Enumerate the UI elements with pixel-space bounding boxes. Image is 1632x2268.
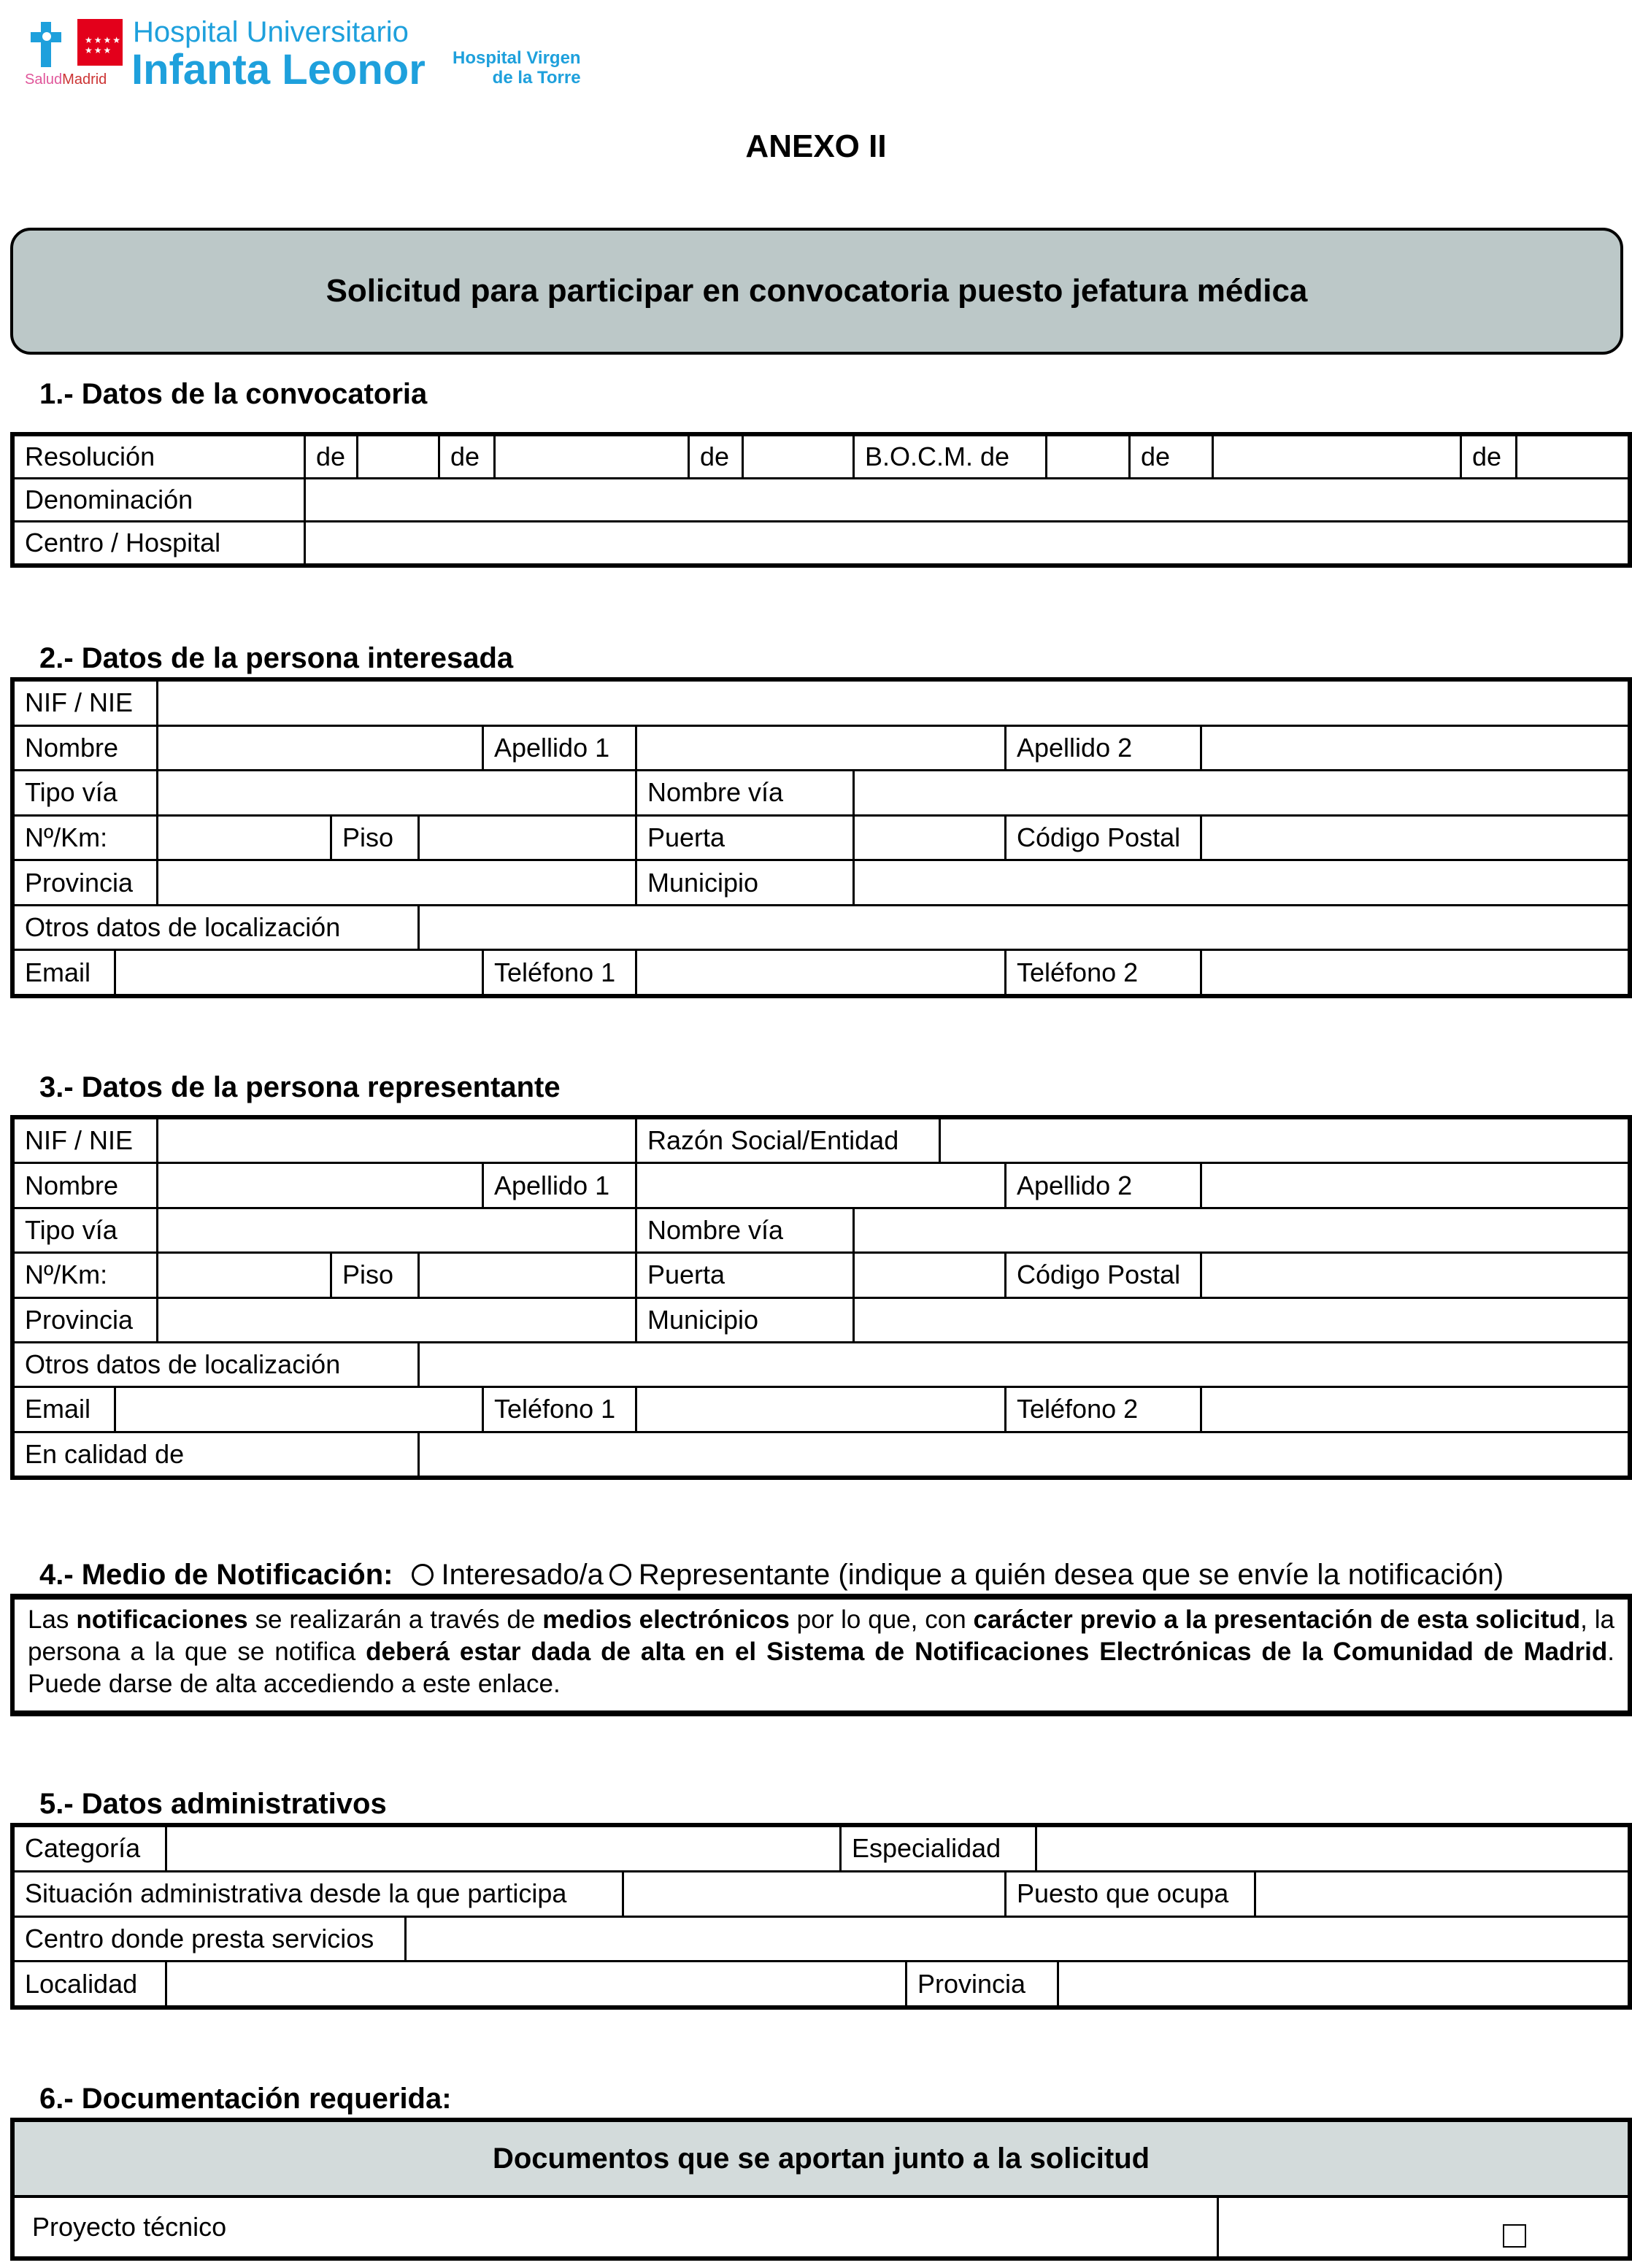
logo-secondary: Hospital Virgen de la Torre: [453, 48, 581, 88]
label-puerta: Puerta: [635, 817, 852, 860]
table-row: [15, 949, 1628, 994]
label-codigo-postal: Código Postal: [1004, 817, 1200, 860]
piso-input[interactable]: [417, 1254, 635, 1296]
table-row: [15, 1119, 1628, 1162]
telefono-1-input[interactable]: [635, 1388, 1004, 1430]
otros-datos-de-localizacion-input[interactable]: [417, 906, 1628, 949]
label-provincia: Provincia: [25, 867, 134, 898]
label-otros-datos-de-localizacion: Otros datos de localización: [25, 912, 341, 943]
table-row: [15, 1870, 1628, 1916]
hospital-logo: [25, 16, 601, 93]
de-input[interactable]: [1515, 436, 1628, 477]
logo-line2: Infanta Leonor: [131, 46, 426, 93]
label-email: Email: [25, 1394, 91, 1424]
notice-text: medios electrónicos: [542, 1605, 790, 1634]
centro-hospital-input[interactable]: [304, 522, 1628, 563]
label-de: de: [304, 436, 356, 477]
form-title: Solicitud para participar en convocatoria puesto jefatura médica: [10, 228, 1623, 355]
label-en-calidad-de: En calidad de: [25, 1438, 185, 1469]
especialidad-input[interactable]: [1035, 1827, 1628, 1870]
label-categoria: Categoría: [25, 1833, 141, 1864]
label-b-o-c-m-de: B.O.C.M. de: [852, 436, 1045, 477]
categoria-input[interactable]: [165, 1827, 839, 1870]
table-row: [15, 1251, 1628, 1296]
puerta-input[interactable]: [852, 817, 1004, 860]
nombre-via-input[interactable]: [852, 1209, 1628, 1251]
de-input[interactable]: [1212, 436, 1460, 477]
table-row: [15, 814, 1628, 860]
label-de: de: [438, 436, 493, 477]
table-row: [15, 520, 1628, 563]
logo-line1: Hospital Universitario: [133, 16, 409, 48]
email-input[interactable]: [114, 1388, 482, 1430]
notice-text: Las: [28, 1605, 77, 1634]
nif-nie-input[interactable]: [156, 1119, 635, 1162]
label-otros-datos-de-localizacion: Otros datos de localización: [25, 1349, 341, 1380]
label-apellido-2: Apellido 2: [1004, 727, 1200, 770]
de-input[interactable]: [356, 436, 438, 477]
label-nombre-via: Nombre vía: [635, 771, 852, 814]
document-row: [15, 2198, 1628, 2256]
table-row: [15, 436, 1628, 477]
section5-heading: 5.- Datos administrativos: [39, 1788, 387, 1820]
label-piso: Piso: [330, 817, 417, 860]
otros-datos-de-localizacion-input[interactable]: [417, 1343, 1628, 1386]
label-especialidad: Especialidad: [839, 1827, 1035, 1870]
label-apellido-2: Apellido 2: [1004, 1164, 1200, 1206]
razon-social-entidad-input[interactable]: [939, 1119, 1628, 1162]
section2-heading: 2.- Datos de la persona interesada: [39, 642, 514, 674]
label-telefono-2: Teléfono 2: [1004, 1388, 1200, 1430]
localidad-input[interactable]: [165, 1962, 905, 2005]
en-calidad-de-input[interactable]: [417, 1433, 1628, 1476]
label-n-km: Nº/Km:: [25, 1260, 108, 1290]
denominacion-input[interactable]: [304, 479, 1628, 520]
radio-representante[interactable]: [609, 1564, 631, 1586]
radio-interesado-label: Interesado/a: [441, 1559, 604, 1591]
notice-text: se realizarán a través de: [247, 1605, 543, 1634]
nombre-input[interactable]: [156, 1164, 482, 1206]
telefono-2-input[interactable]: [1200, 951, 1628, 994]
table-row: [15, 1431, 1628, 1476]
apellido-2-input[interactable]: [1200, 727, 1628, 770]
label-nombre: Nombre: [25, 1170, 119, 1200]
table-row: [15, 682, 1628, 725]
notice-text: notificaciones: [76, 1605, 248, 1634]
label-denominacion: Denominación: [25, 485, 193, 514]
municipio-input[interactable]: [852, 1299, 1628, 1341]
documents-table: [10, 2118, 1632, 2261]
piso-input[interactable]: [417, 817, 635, 860]
label-situacion-administrativa-desde-la-que-participa: Situación administrativa desde la que participa: [25, 1878, 567, 1909]
notice-text: por lo que, con: [789, 1605, 974, 1634]
radio-representante-label: Representante (indique a quién desea que se envíe la notificación): [638, 1559, 1504, 1591]
apellido-2-input[interactable]: [1200, 1164, 1628, 1206]
document-label: Proyecto técnico: [15, 2198, 1219, 2256]
label-telefono-1: Teléfono 1: [482, 951, 635, 994]
section2-table: [10, 677, 1632, 998]
nombre-via-input[interactable]: [852, 771, 1628, 814]
codigo-postal-input[interactable]: [1200, 817, 1628, 860]
label-de: de: [688, 436, 742, 477]
section6-heading: 6.- Documentación requerida:: [39, 2083, 452, 2115]
label-de: de: [1128, 436, 1212, 477]
table-row: [15, 477, 1628, 520]
label-telefono-2: Teléfono 2: [1004, 951, 1200, 994]
label-centro-hospital: Centro / Hospital: [25, 528, 221, 558]
madrid-flag-icon: ★★★★ ★★★: [77, 19, 123, 66]
document-checkbox[interactable]: [1503, 2224, 1526, 2248]
table-row: [15, 1386, 1628, 1430]
label-resolucion: Resolución: [25, 441, 155, 471]
notice-text: carácter previo a la presentación de esta solicitud: [973, 1605, 1581, 1634]
nombre-input[interactable]: [156, 727, 482, 770]
label-nombre-via: Nombre vía: [635, 1209, 852, 1251]
de-input[interactable]: [493, 436, 688, 477]
b-o-c-m-de-input[interactable]: [1045, 436, 1128, 477]
municipio-input[interactable]: [852, 861, 1628, 904]
annex-title: ANEXO II: [745, 128, 887, 164]
provincia-input[interactable]: [156, 861, 635, 904]
section1-table: [10, 432, 1632, 568]
table-row: [15, 1916, 1628, 1961]
label-razon-social-entidad: Razón Social/Entidad: [635, 1119, 939, 1162]
apellido-1-input[interactable]: [635, 1164, 1004, 1206]
label-centro-donde-presta-servicios: Centro donde presta servicios: [25, 1923, 374, 1953]
label-provincia: Provincia: [25, 1304, 134, 1335]
puerta-input[interactable]: [852, 1254, 1004, 1296]
nif-nie-input[interactable]: [156, 682, 1628, 725]
codigo-postal-input[interactable]: [1200, 1254, 1628, 1296]
label-provincia: Provincia: [905, 1962, 1057, 2005]
table-row: [15, 904, 1628, 949]
label-puesto-que-ocupa: Puesto que ocupa: [1004, 1872, 1254, 1916]
puesto-que-ocupa-input[interactable]: [1254, 1872, 1628, 1916]
documents-table-header: Documentos que se aportan junto a la solicitud: [15, 2122, 1628, 2198]
notice-text: , la persona a la que se notifica: [28, 1605, 1614, 1666]
label-piso: Piso: [330, 1254, 417, 1296]
section3-heading: 3.- Datos de la persona representante: [39, 1071, 561, 1103]
label-codigo-postal: Código Postal: [1004, 1254, 1200, 1296]
tipo-via-input[interactable]: [156, 771, 635, 814]
email-input[interactable]: [114, 951, 482, 994]
notice-text: . Puede darse de alta accediendo a este enlace.: [28, 1638, 1614, 1698]
de-input[interactable]: [742, 436, 852, 477]
label-telefono-1: Teléfono 1: [482, 1388, 635, 1430]
label-municipio: Municipio: [635, 861, 852, 904]
table-row: [15, 1207, 1628, 1251]
tipo-via-input[interactable]: [156, 1209, 635, 1251]
label-localidad: Localidad: [25, 1968, 138, 1999]
label-tipo-via: Tipo vía: [25, 1214, 118, 1245]
label-tipo-via: Tipo vía: [25, 777, 118, 808]
n-km-input[interactable]: [156, 1254, 330, 1296]
telefono-2-input[interactable]: [1200, 1388, 1628, 1430]
table-row: [15, 769, 1628, 814]
table-row: [15, 859, 1628, 904]
label-nif-nie: NIF / NIE: [25, 687, 134, 718]
telefono-1-input[interactable]: [635, 951, 1004, 994]
section3-table: [10, 1115, 1632, 1480]
table-row: [15, 1162, 1628, 1206]
notification-notice: [10, 1594, 1632, 1716]
table-row: [15, 1341, 1628, 1386]
provincia-input[interactable]: [1057, 1962, 1628, 2005]
label-email: Email: [25, 957, 91, 987]
table-row: [15, 1297, 1628, 1341]
salud-madrid-wordmark: SaludMadrid: [25, 72, 107, 88]
radio-interesado[interactable]: [412, 1564, 434, 1586]
provincia-input[interactable]: [156, 1299, 635, 1341]
situacion-administrativa-desde-la-que-participa-input[interactable]: [622, 1872, 1004, 1916]
label-n-km: Nº/Km:: [25, 822, 108, 853]
label-apellido-1: Apellido 1: [482, 1164, 635, 1206]
table-row: [15, 1960, 1628, 2005]
section5-table: [10, 1823, 1632, 2010]
label-apellido-1: Apellido 1: [482, 727, 635, 770]
table-row: [15, 725, 1628, 770]
section1-heading: 1.- Datos de la convocatoria: [39, 378, 428, 410]
apellido-1-input[interactable]: [635, 727, 1004, 770]
n-km-input[interactable]: [156, 817, 330, 860]
label-puerta: Puerta: [635, 1254, 852, 1296]
salud-madrid-cross-icon: [25, 19, 76, 70]
section4-title: 4.- Medio de Notificación:: [39, 1559, 393, 1591]
label-nombre: Nombre: [25, 732, 119, 763]
section4-heading: [39, 1559, 1504, 1592]
label-de: de: [1460, 436, 1515, 477]
label-municipio: Municipio: [635, 1299, 852, 1341]
table-row: [15, 1827, 1628, 1870]
notice-text: deberá estar dada de alta en el Sistema de Notificaciones Electrónicas de la Comunidad de Madrid: [366, 1638, 1608, 1666]
centro-donde-presta-servicios-input[interactable]: [404, 1918, 1628, 1961]
label-nif-nie: NIF / NIE: [25, 1125, 134, 1156]
